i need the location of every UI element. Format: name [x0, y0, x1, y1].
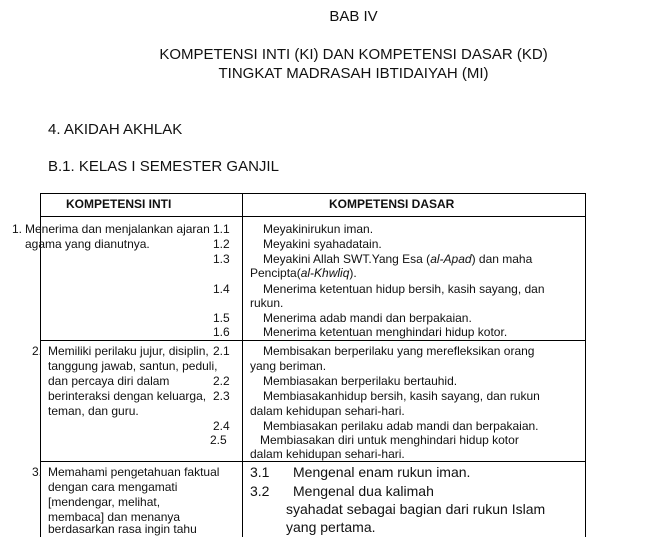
- kd-1-6-number: 1.6: [213, 325, 230, 339]
- ki-1-number: 1.: [12, 222, 23, 236]
- kd-1-5-number: 1.5: [213, 311, 230, 325]
- kd-2-2-number: 2.2: [213, 374, 230, 388]
- ki-3-line4: membaca] dan menanya: [48, 510, 181, 524]
- kd-1-5-text: Menerima adab mandi dan berpakaian.: [263, 311, 472, 325]
- kd-2-4-text: Membiasakan perilaku adab mandi dan berpakaian.: [263, 419, 539, 433]
- kd-1-3-line1: Meyakini Allah SWT.Yang Esa (al-Apad) dan maha: [263, 252, 533, 266]
- kd-1-3-line2: Pencipta(al-Khwliq).: [250, 266, 357, 280]
- kd-2-5-number: 2.5: [210, 433, 227, 447]
- kd-3-1-text: Mengenal enam rukun iman.: [293, 464, 471, 480]
- kd-1-1-number: 1.1: [213, 222, 230, 236]
- ki-3-line3: [mendengar, melihat,: [48, 495, 161, 509]
- kd-2-3-line2: dalam kehidupan sehari-hari.: [250, 404, 405, 418]
- kd-3-2-line1: Mengenal dua kalimah: [293, 483, 434, 499]
- kd-2-3-number: 2.3: [213, 389, 230, 403]
- document-title-line1: KOMPETENSI INTI (KI) DAN KOMPETENSI DASAR (KD): [159, 46, 548, 63]
- ki-3-line2: dengan cara mengamati: [48, 480, 178, 494]
- ki-2-line4: berinteraksi dengan keluarga,: [48, 389, 207, 403]
- kd-3-1-number: 3.1: [250, 464, 270, 480]
- ki-1-line2: agama yang dianutnya.: [25, 237, 150, 251]
- kd-1-2-number: 1.2: [213, 237, 230, 251]
- kd-2-5-line2: dalam kehidupan sehari-hari.: [250, 447, 405, 461]
- ki-3-line5: berdasarkan rasa ingin tahu: [48, 522, 197, 536]
- kd-2-1-line1: Membisakan berperilaku yang merefleksikan orang: [263, 344, 535, 358]
- kd-1-4-number: 1.4: [213, 282, 230, 296]
- document-title-line2: TINGKAT MADRASAH IBTIDAIYAH (MI): [218, 65, 489, 82]
- kd-3-2-line2: syahadat sebagai bagian dari rukun Islam: [286, 501, 546, 517]
- kd-2-3-line1: Membiasakanhidup bersih, kasih sayang, dan rukun: [263, 389, 540, 403]
- kd-2-1-line2: yang beriman.: [250, 359, 327, 373]
- kd-2-2-text: Membiasakan berperilaku bertauhid.: [263, 374, 458, 388]
- kd-2-5-line1: Membiasakan diri untuk menghindari hidup kotor: [260, 433, 519, 447]
- kd-1-4-line1: Menerima ketentuan hidup bersih, kasih sayang, dan: [263, 282, 545, 296]
- kd-2-1-number: 2.1: [213, 344, 230, 358]
- kd-3-2-number: 3.2: [250, 483, 270, 499]
- col-header-ki: KOMPETENSI INTI: [66, 197, 172, 211]
- kd-3-2-line3: yang pertama.: [286, 519, 376, 535]
- chapter-label: BAB IV: [329, 8, 378, 25]
- table-column-divider: [242, 193, 243, 537]
- kd-1-1-text: Meyakinirukun iman.: [263, 222, 374, 236]
- ki-1-line1: Menerima dan menjalankan ajaran: [25, 222, 210, 236]
- section-heading: 4. AKIDAH AKHLAK: [48, 121, 183, 138]
- col-header-kd: KOMPETENSI DASAR: [329, 197, 455, 211]
- kd-2-4-number: 2.4: [213, 419, 230, 433]
- row-divider-1: [40, 340, 586, 341]
- ki-2-line5: teman, dan guru.: [48, 404, 139, 418]
- kd-1-6-text: Menerima ketentuan menghindari hidup kotor.: [263, 325, 508, 339]
- ki-2-line1: Memiliki perilaku jujur, disiplin,: [48, 344, 209, 358]
- kd-1-2-text: Meyakini syahadatain.: [263, 237, 382, 251]
- ki-3-line1: Memahami pengetahuan faktual: [48, 465, 220, 479]
- ki-2-number: 2.: [32, 344, 43, 358]
- kd-1-3-number: 1.3: [213, 252, 230, 266]
- header-divider: [40, 216, 586, 217]
- ki-2-line3: dan percaya diri dalam: [48, 374, 170, 388]
- ki-3-number: 3.: [32, 465, 43, 479]
- subsection-heading: B.1. KELAS I SEMESTER GANJIL: [48, 158, 279, 175]
- ki-2-line2: tanggung jawab, santun, peduli,: [48, 359, 218, 373]
- kd-1-4-line2: rukun.: [250, 296, 284, 310]
